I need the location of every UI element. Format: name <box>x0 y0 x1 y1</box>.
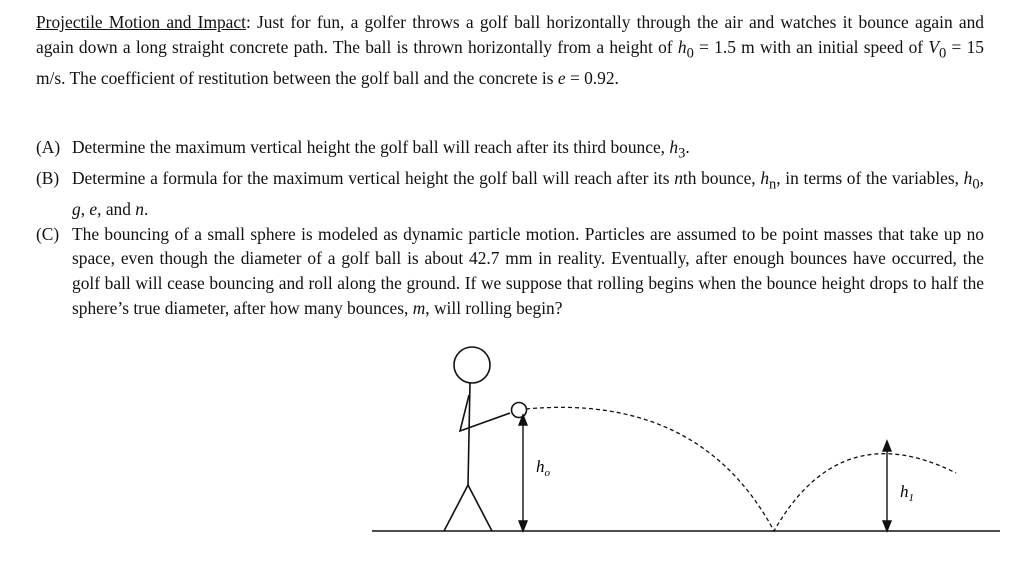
h1-dimension-arrow <box>883 441 891 531</box>
h0-dimension-arrow <box>519 415 527 531</box>
golfer-arm <box>460 395 510 431</box>
h1-label: $h_1$ <box>900 482 914 504</box>
question-a: (A) Determine the maximum vertical height the golf ball will reach after its third bounce, $h_3$. <box>36 137 690 162</box>
question-list <box>36 135 984 320</box>
golfer-legs <box>444 485 492 531</box>
golfer-stick-figure <box>444 347 510 531</box>
problem-title: Projectile Motion and Impact <box>36 12 246 32</box>
ball-trajectory <box>526 407 956 531</box>
problem-intro: Projectile Motion and Impact: Just for fun, a golfer throws a golf ball horizontally through the air and watches it bounce again and again down a long straight concrete path. The ball is thrown horizontally from a height of $h_0 = 1.5$ m with an initial speed of $V_0 = 15$ m/s. The coefficient of restitution between the golf ball and the concrete is e = 0.92. <box>36 12 984 88</box>
question-c-label: (C) <box>36 223 60 244</box>
question-a-label: (A) <box>36 137 61 157</box>
golf-ball <box>512 403 527 418</box>
bounce-diagram <box>360 335 1024 569</box>
golfer-head <box>454 347 490 383</box>
question-b: (B) Determine a formula for the maximum vertical height the golf ball will reach after its nth bounce, $h_n$, in terms of the variables, $h_0$, g, e, and n. <box>36 168 984 220</box>
question-b-label: (B) <box>36 168 60 189</box>
h0-label: $h_o$ <box>536 457 550 479</box>
question-c: (C) The bouncing of a small sphere is modeled as dynamic particle motion. Particles are assumed to be point masses that take up no space, even though the diameter of a golf ball is about 42.7 mm in reality. Eventually, after enough bounces have occurred, the golf ball will cease bouncing and roll along the ground. If we suppose that rolling begins when the bounce height drops to half the sphere’s true diameter, after how many bounces, m, will rolling begin? <box>36 223 984 318</box>
